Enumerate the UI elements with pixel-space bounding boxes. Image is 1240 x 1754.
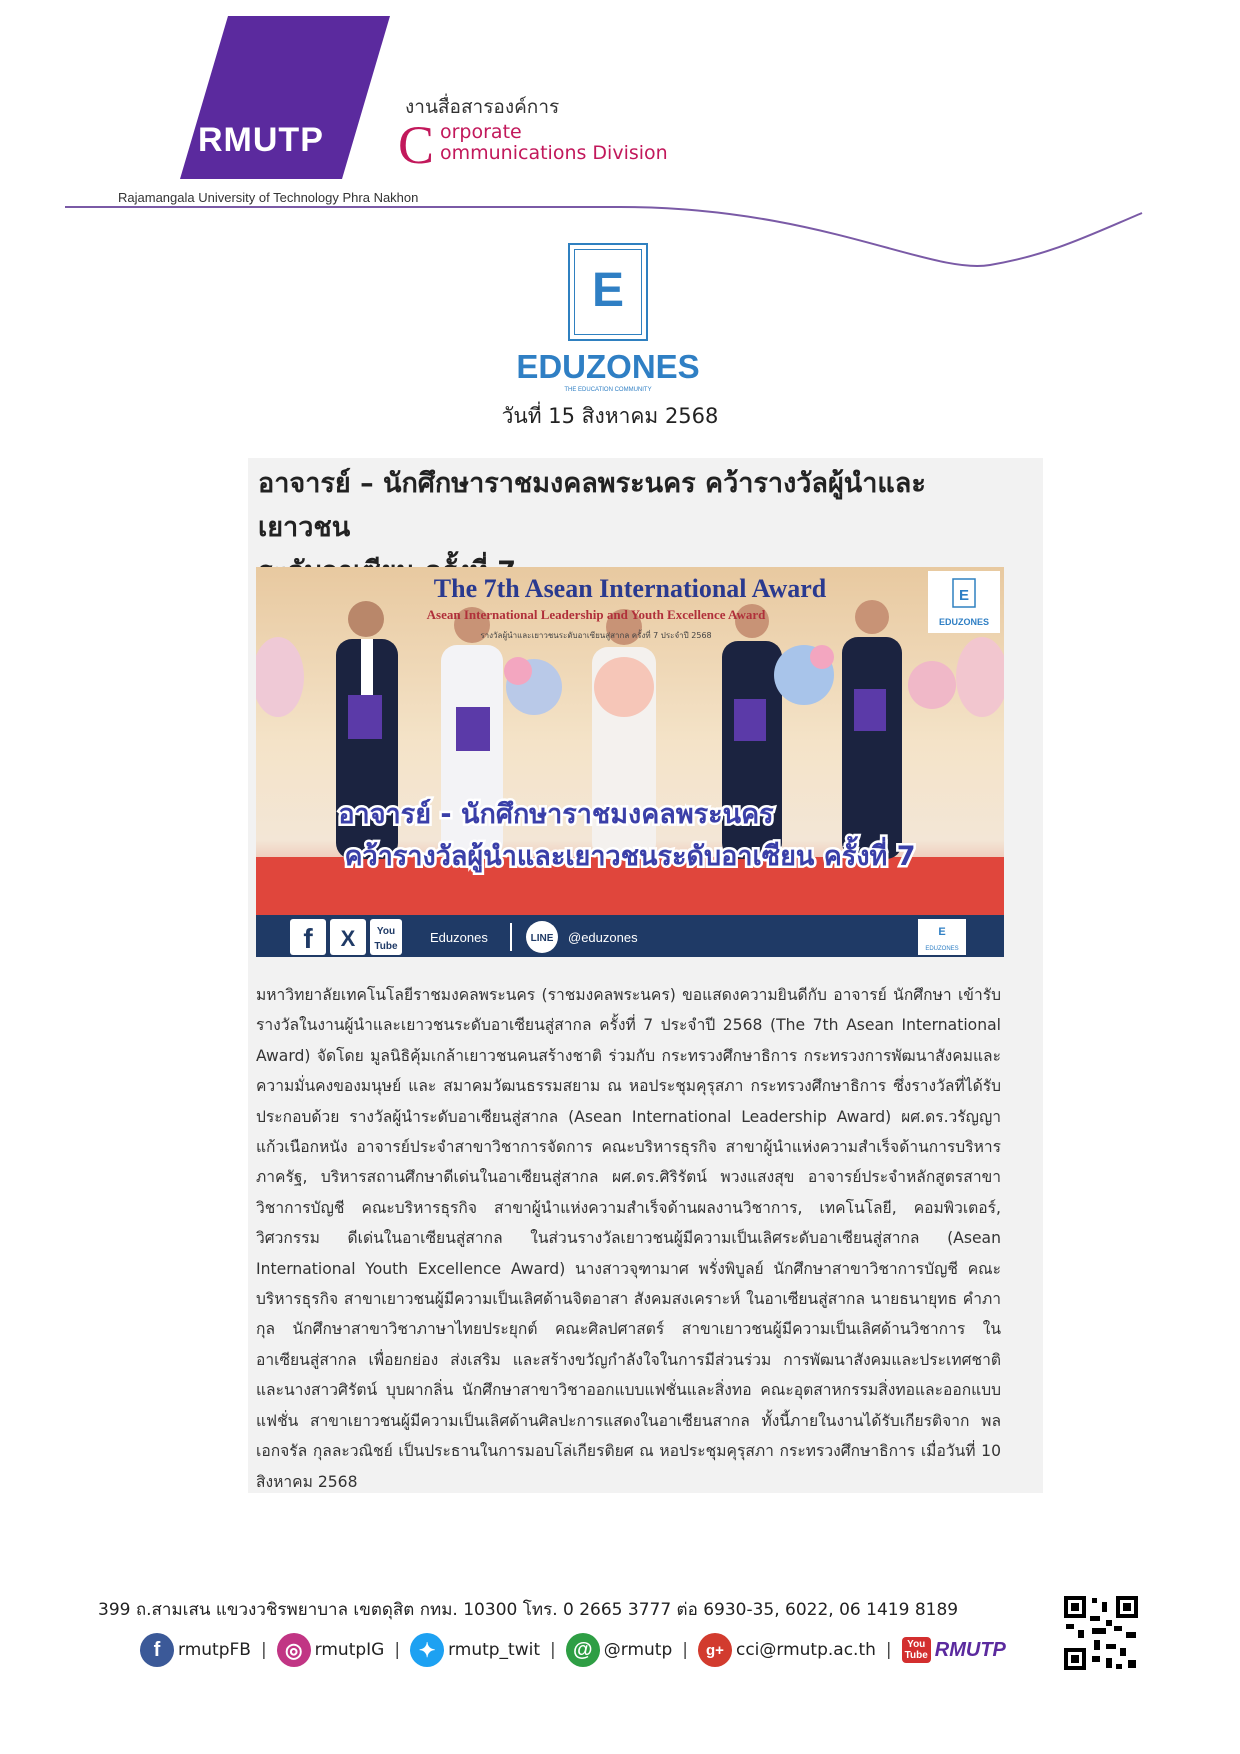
banner-title: The 7th Asean International Award: [433, 574, 827, 603]
instagram-icon: ◎: [277, 1633, 311, 1667]
overlay-line-1: อาจารย์ - นักศึกษาราชมงคลพระนคร: [338, 799, 774, 830]
banner-subtitle: Asean International Leadership and Youth Excellence Award: [426, 607, 766, 622]
eduzones-tagline: THE EDUCATION COMMUNITY: [564, 387, 652, 393]
footer-socials: f rmutpFB | ◎ rmutpIG | ✦ rmutp_twit | @ @rmutp | g+ cci@rmutp.ac.th | You Tube RMUTP: [140, 1630, 1006, 1670]
social-instagram-label: rmutpIG: [314, 1640, 385, 1660]
social-at[interactable]: [566, 1633, 672, 1667]
department-thai: งานสื่อสารองค์การ: [405, 96, 560, 118]
eduzones-logo-letter: E: [591, 264, 624, 317]
facebook-icon: [290, 919, 326, 955]
department-en-line1: orporate: [440, 121, 522, 143]
svg-text:LINE: LINE: [530, 933, 554, 944]
image-corner-logo: [928, 571, 1000, 633]
eduzones-logo-box: [568, 243, 648, 341]
svg-text:X: X: [340, 926, 356, 951]
facebook-icon: f: [140, 1633, 174, 1667]
footer-address: 399 ถ.สามเสน แขวงวชิรพยาบาล เขตดุสิต กทม. 10300 โทร. 0 2665 3777 ต่อ 6930-35, 6022, 06 1419 8189: [98, 1600, 959, 1620]
social-youtube-label: RMUTP: [934, 1638, 1006, 1661]
social-google-plus-label: cci@rmutp.ac.th: [735, 1640, 876, 1660]
svg-text:E: E: [938, 926, 946, 938]
social-facebook[interactable]: [140, 1633, 251, 1667]
youtube-icon: [370, 919, 402, 955]
department-en-line2: ommunications Division: [440, 142, 668, 164]
department-initial: C: [398, 115, 435, 175]
article-photo: [256, 567, 1004, 957]
flower-bouquet-2: [774, 645, 834, 705]
publication-date: วันที่ 15 สิงหาคม 2568: [501, 404, 719, 428]
banner-thai-line: รางวัลผู้นำและเยาวชนระดับอาเซียนสู่สากล ครั้งที่ 7 ประจำปี 2568: [480, 631, 712, 640]
svg-text:f: f: [303, 923, 313, 954]
social-twitter-label: rmutp_twit: [448, 1640, 541, 1660]
image-footer-site: Eduzones: [430, 930, 488, 945]
image-corner-logo-name: EDUZONES: [938, 617, 990, 627]
twitter-icon: ✦: [410, 1633, 444, 1667]
image-footer-logo: [918, 919, 966, 955]
svg-text:Tube: Tube: [374, 941, 398, 952]
at-icon: @: [566, 1633, 600, 1667]
svg-text:EDUZONES: EDUZONES: [925, 946, 959, 952]
image-corner-logo-letter: E: [958, 587, 970, 604]
social-google-plus[interactable]: [698, 1633, 876, 1667]
x-icon: [330, 919, 366, 955]
line-icon: [526, 921, 558, 953]
qr-code[interactable]: [1062, 1594, 1140, 1672]
rmutp-logo: [180, 16, 390, 179]
social-facebook-label: rmutpFB: [178, 1640, 251, 1660]
headline-line-1: อาจารย์ – นักศึกษาราชมงคลพระนคร คว้ารางวัลผู้นำและเยาวชน: [258, 468, 926, 543]
overlay-line-2: คว้ารางวัลผู้นำและเยาวชนระดับอาเซียน ครั้งที่ 7: [344, 841, 916, 872]
logo-text: RMUTP: [198, 121, 324, 159]
social-at-label: @rmutp: [603, 1640, 673, 1660]
university-name: Rajamangala University of Technology Phra Nakhon: [118, 190, 419, 205]
google-plus-icon: g+: [698, 1633, 732, 1667]
eduzones-name: EDUZONES: [516, 348, 700, 385]
image-footer-line-handle: @eduzones: [568, 930, 638, 945]
article-body: มหาวิทยาลัยเทคโนโลยีราชมงคลพระนคร (ราชมงคลพระนคร) ขอแสดงความยินดีกับ อาจารย์ นักศึกษา เข้ารับรางวัลในงานผู้นำและเยาวชนระดับอาเซียนสู่สากล ครั้งที่ 7 ประจำปี 2568 (The 7th Asean International Award) จัดโดย มูลนิธิคุ้มเกล้าเยาวชนคนสร้างชาติ ร่วมกับ กระทรวงศึกษาธิการ กระทรวงการพัฒนาสังคมและความมั่นคงของมนุษย์ และ สมาคมวัฒนธรรมสยาม ณ หอประชุมคุรุสภา กระทรวงศึกษาธิการ ซึ่งรางวัลที่ได้รับประกอบด้วย รางวัลผู้นำระดับอาเซียนสู่สากล (Asean International Leadership Award) ผศ.ดร.วรัญญา แก้วเนือกหนัง อาจารย์ประจำสาขาวิชาการจัดการ คณะบริหารธุรกิจ สาขาผู้นำแห่งความสำเร็จด้านการบริหารภาครัฐ, บริหารสถานศึกษาดีเด่นในอาเซียนสู่สากล ผศ.ดร.ศิริรัตน์ พวงแสงสุข อาจารย์ประจำหลักสูตรสาขาวิชาการบัญชี คณะบริหารธุรกิจ สาขาผู้นำแห่งความสำเร็จด้านผลงานวิชาการ, เทคโนโลยี, คอมพิวเตอร์, วิศวกรรม ดีเด่นในอาเซียนสู่สากล ในส่วนรางวัลเยาวชนผู้มีความเป็นเลิศระดับอาเซียนสู่สากล (Asean International Youth Excellence Award) นางสาวจุฑามาศ พรั่งพิบูลย์ นักศึกษาสาขาวิชาการบัญชี คณะบริหารธุรกิจ สาขาเยาวชนผู้มีความเป็นเลิศด้านจิตอาสา สังคมสงเคราะห์ ในอาเซียนสู่สากล นายธนายุทธ คำภากุล นักศึกษาสาขาวิชาภาษาไทยประยุกต์ คณะศิลปศาสตร์ สาขาเยาวชนผู้มีความเป็นเลิศด้านวิชาการ ในอาเซียนสู่สากล เพื่อยกย่อง ส่งเสริม และสร้างขวัญกำลังใจในการมีส่วนร่วม การพัฒนาสังคมและประเทศชาติ และนางสาวศิรัตน์ บุบผากลิ่น นักศึกษาสาขาวิชาออกแบบแฟชั่นและสิ่งทอ คณะอุตสาหกรรมสิ่งทอและออกแบบแฟชั่น สาขาเยาวชนผู้มีความเป็นเลิศด้านศิลปะการแสดงในอาเซียนสากล ทั้งนี้ภายในงานได้รับเกียรติจาก พลเอกจรัล กุลละวณิชย์ เป็นประธานในการมอบโล่เกียรติยศ ณ หอประชุมคุรุสภา กระทรวงศึกษาธิการ เมื่อวันที่ 10 สิงหาคม 2568: [256, 986, 1001, 1491]
svg-text:You: You: [376, 926, 396, 937]
social-instagram[interactable]: [277, 1633, 385, 1667]
social-twitter[interactable]: [410, 1633, 540, 1667]
social-youtube[interactable]: [902, 1637, 1006, 1663]
youtube-icon: You Tube: [902, 1637, 931, 1663]
